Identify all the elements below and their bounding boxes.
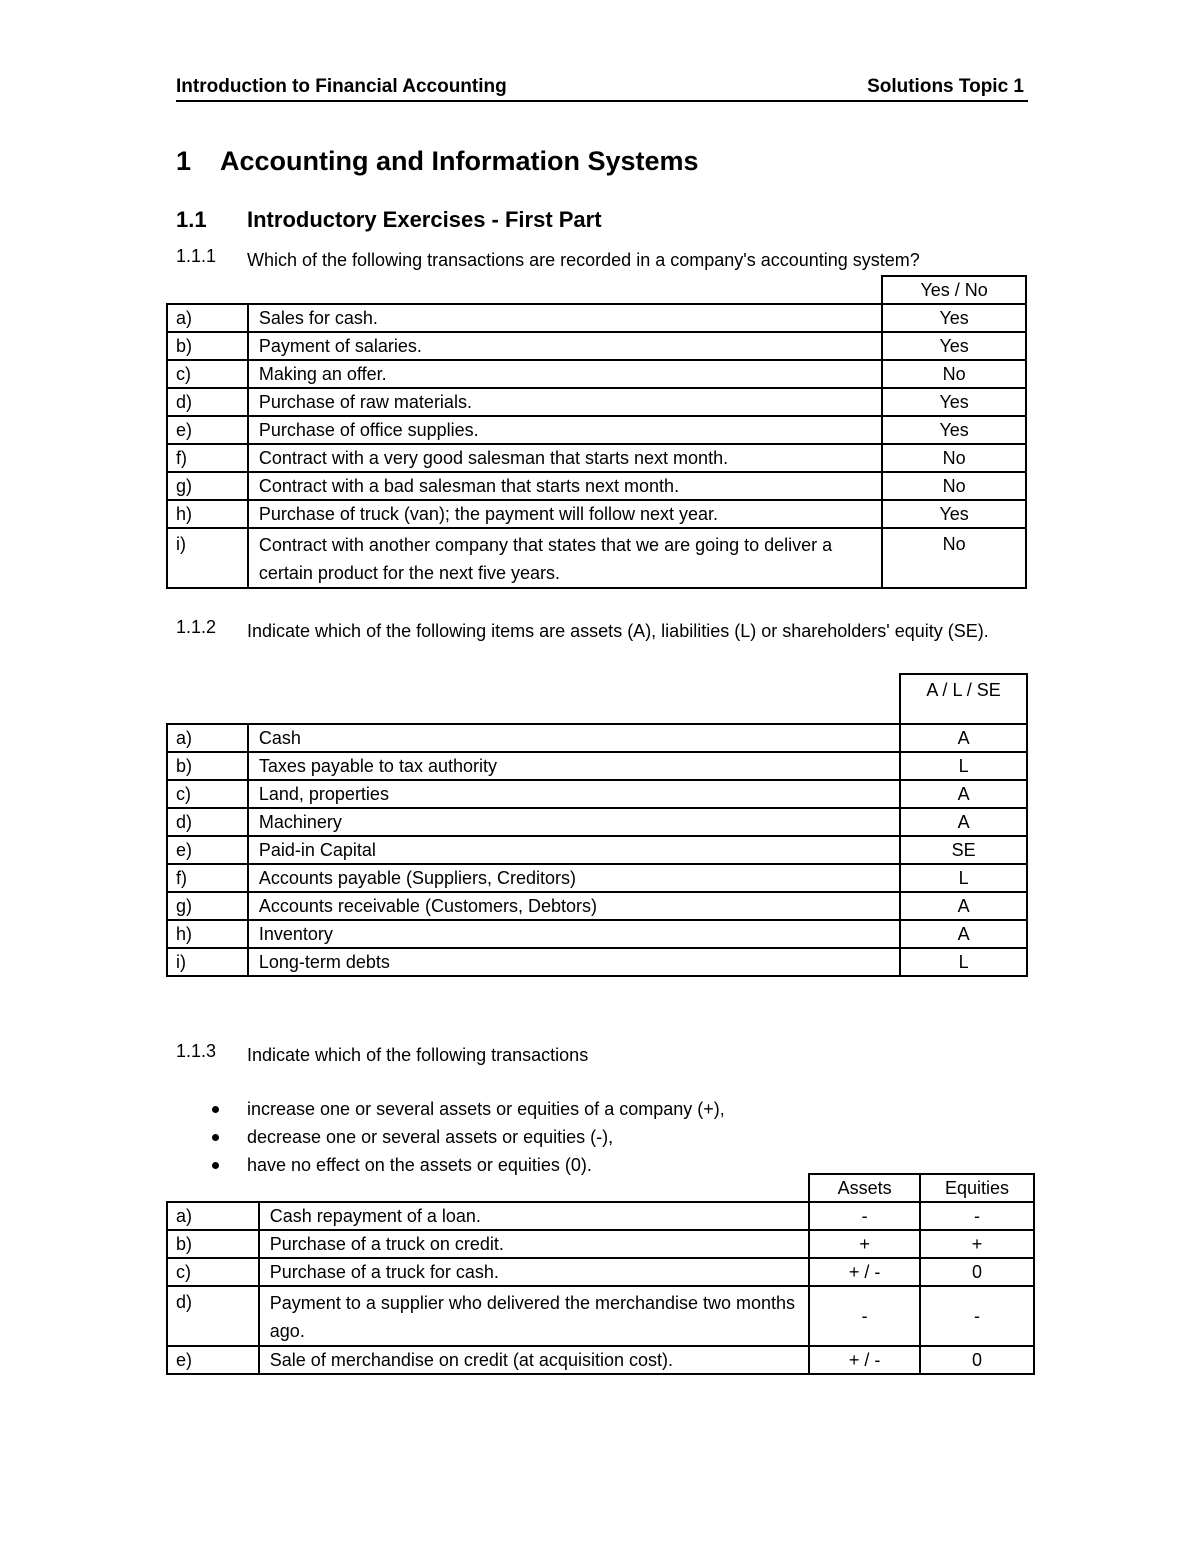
table-row	[167, 1230, 1034, 1258]
row-assets: -	[809, 1202, 920, 1230]
row-label: b)	[167, 332, 248, 360]
row-item: Purchase of a truck for cash.	[259, 1258, 809, 1286]
table-row	[167, 1258, 1034, 1286]
row-equities: +	[920, 1230, 1034, 1258]
row-answer: L	[900, 864, 1027, 892]
row-label: c)	[167, 780, 248, 808]
row-assets: -	[809, 1286, 920, 1346]
section-number: 1.1	[176, 207, 207, 232]
row-label: b)	[167, 752, 248, 780]
row-answer: No	[882, 360, 1026, 388]
table-row	[167, 892, 1027, 920]
row-answer: A	[900, 920, 1027, 948]
row-label: g)	[167, 472, 248, 500]
row-item: Machinery	[248, 808, 900, 836]
row-answer: Yes	[882, 500, 1026, 528]
table-row	[167, 780, 1027, 808]
row-assets: + / -	[809, 1346, 920, 1374]
row-label: a)	[167, 1202, 259, 1230]
table-row	[167, 332, 1026, 360]
row-answer: Yes	[882, 388, 1026, 416]
row-equities: -	[920, 1202, 1034, 1230]
row-label: e)	[167, 836, 248, 864]
table-row	[167, 836, 1027, 864]
row-item: Sales for cash.	[248, 304, 882, 332]
question-text: Indicate which of the following transactions	[247, 1045, 589, 1065]
row-answer: No	[882, 528, 1026, 588]
list-item: have no effect on the assets or equities (0).	[176, 1152, 725, 1180]
row-item: Inventory	[248, 920, 900, 948]
table-header-row	[167, 1174, 1034, 1202]
row-answer: A	[900, 780, 1027, 808]
bullet-icon	[212, 1134, 219, 1141]
row-item: Contract with a very good salesman that starts next month.	[248, 444, 882, 472]
table-1-1-2	[166, 673, 1028, 977]
row-label: b)	[167, 1230, 259, 1258]
column-header-equities: Equities	[920, 1174, 1034, 1202]
row-equities: 0	[920, 1346, 1034, 1374]
row-assets: +	[809, 1230, 920, 1258]
row-answer: Yes	[882, 332, 1026, 360]
row-item: Cash repayment of a loan.	[259, 1202, 809, 1230]
table-row	[167, 808, 1027, 836]
table-row	[167, 304, 1026, 332]
row-label: c)	[167, 360, 248, 388]
table-row	[167, 416, 1026, 444]
row-item: Contract with a bad salesman that starts next month.	[248, 472, 882, 500]
row-answer: Yes	[882, 304, 1026, 332]
row-item: Paid-in Capital	[248, 836, 900, 864]
row-item: Taxes payable to tax authority	[248, 752, 900, 780]
row-label: a)	[167, 724, 248, 752]
table-row	[167, 528, 1026, 588]
row-item: Making an offer.	[248, 360, 882, 388]
row-label: f)	[167, 444, 248, 472]
row-answer: No	[882, 444, 1026, 472]
list-item: increase one or several assets or equities of a company (+),	[176, 1096, 725, 1124]
table-row	[167, 444, 1026, 472]
table-row	[167, 1286, 1034, 1346]
header-course-title: Introduction to Financial Accounting	[176, 76, 507, 97]
row-answer: L	[900, 948, 1027, 976]
row-item: Accounts payable (Suppliers, Creditors)	[248, 864, 900, 892]
table-row	[167, 752, 1027, 780]
bullet-icon	[212, 1162, 219, 1169]
list-item: decrease one or several assets or equities (-),	[176, 1124, 725, 1152]
table-row	[167, 920, 1027, 948]
row-label: h)	[167, 920, 248, 948]
question-number: 1.1.1	[176, 246, 217, 266]
row-item: Payment to a supplier who delivered the merchandise two months ago.	[259, 1286, 809, 1346]
effect-bullet-list	[176, 1096, 725, 1180]
table-row	[167, 472, 1026, 500]
column-header-yes-no: Yes / No	[882, 276, 1026, 304]
row-label: d)	[167, 388, 248, 416]
row-answer: SE	[900, 836, 1027, 864]
column-header-assets: Assets	[809, 1174, 920, 1202]
page-header	[176, 74, 1028, 102]
row-label: e)	[167, 1346, 259, 1374]
table-header-row	[167, 674, 1027, 724]
row-answer: No	[882, 472, 1026, 500]
row-item: Contract with another company that states that we are going to deliver a certain product for the next five years.	[248, 528, 882, 588]
row-label: d)	[167, 808, 248, 836]
row-answer: Yes	[882, 416, 1026, 444]
row-item: Sale of merchandise on credit (at acquisition cost).	[259, 1346, 809, 1374]
row-label: d)	[167, 1286, 259, 1346]
table-row	[167, 864, 1027, 892]
row-label: g)	[167, 892, 248, 920]
row-item: Accounts receivable (Customers, Debtors)	[248, 892, 900, 920]
table-row	[167, 500, 1026, 528]
row-label: f)	[167, 864, 248, 892]
row-item: Purchase of raw materials.	[248, 388, 882, 416]
chapter-title: Accounting and Information Systems	[220, 146, 699, 176]
table-row	[167, 388, 1026, 416]
table-row	[167, 1346, 1034, 1374]
row-equities: -	[920, 1286, 1034, 1346]
row-label: i)	[167, 528, 248, 588]
row-item: Land, properties	[248, 780, 900, 808]
table-row	[167, 1202, 1034, 1230]
row-item: Purchase of truck (van); the payment will follow next year.	[248, 500, 882, 528]
row-item: Purchase of a truck on credit.	[259, 1230, 809, 1258]
row-assets: + / -	[809, 1258, 920, 1286]
question-number: 1.1.2	[176, 617, 217, 637]
bullet-icon	[212, 1106, 219, 1113]
row-label: a)	[167, 304, 248, 332]
table-1-1-3	[166, 1173, 1035, 1375]
row-answer: A	[900, 724, 1027, 752]
question-number: 1.1.3	[176, 1041, 217, 1061]
question-text: Which of the following transactions are recorded in a company's accounting system?	[247, 250, 920, 270]
row-label: e)	[167, 416, 248, 444]
section-title: Introductory Exercises - First Part	[247, 207, 602, 232]
chapter-number: 1	[176, 146, 192, 176]
table-row	[167, 724, 1027, 752]
header-topic: Solutions Topic 1	[867, 76, 1024, 97]
table-row	[167, 948, 1027, 976]
section-heading	[176, 207, 602, 233]
row-label: c)	[167, 1258, 259, 1286]
chapter-heading	[176, 146, 699, 177]
row-answer: L	[900, 752, 1027, 780]
column-header-a-l-se: A / L / SE	[900, 674, 1027, 724]
table-1-1-1	[166, 275, 1027, 589]
row-item: Payment of salaries.	[248, 332, 882, 360]
row-label: i)	[167, 948, 248, 976]
row-equities: 0	[920, 1258, 1034, 1286]
row-item: Cash	[248, 724, 900, 752]
row-answer: A	[900, 808, 1027, 836]
table-header-row	[167, 276, 1026, 304]
row-item: Purchase of office supplies.	[248, 416, 882, 444]
row-item: Long-term debts	[248, 948, 900, 976]
row-answer: A	[900, 892, 1027, 920]
table-row	[167, 360, 1026, 388]
question-text: Indicate which of the following items are assets (A), liabilities (L) or shareholders' equity (SE).	[247, 621, 989, 641]
row-label: h)	[167, 500, 248, 528]
